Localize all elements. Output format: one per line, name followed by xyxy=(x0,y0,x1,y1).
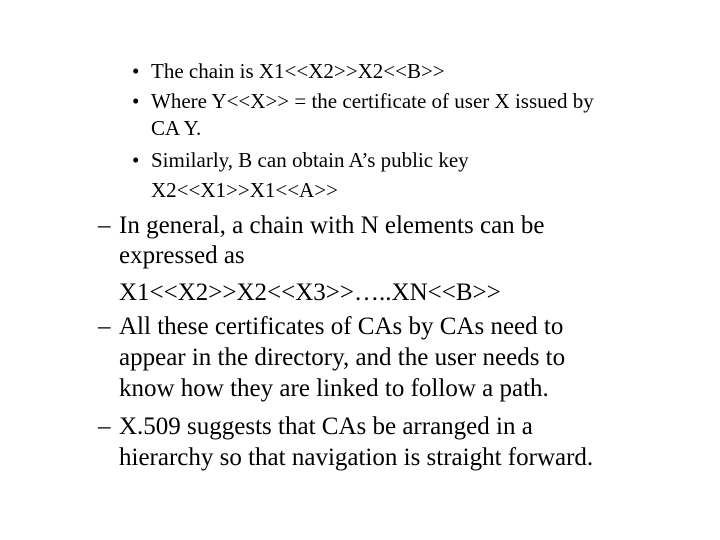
dash-marker: – xyxy=(98,413,111,440)
bullet-marker: • xyxy=(132,59,140,83)
bullet-1-line-2: expressed as xyxy=(119,242,245,269)
sub-bullet-2-line-1: Where Y<<X>> = the certificate of user X issued by xyxy=(151,89,594,113)
bullet-1-line-1: In general, a chain with N elements can be xyxy=(119,212,545,239)
sub-bullet-1-line-1: The chain is X1<<X2>>X2<<B>> xyxy=(151,59,445,83)
bullet-2-line-2: appear in the directory, and the user needs to xyxy=(119,344,566,371)
sub-bullet-3-line-2: X2<<X1>>X1<<A>> xyxy=(151,178,338,202)
bullet-2-line-1: All these certificates of CAs by CAs need to xyxy=(119,313,564,340)
bullet-1-line-3: X1<<X2>>X2<<X3>>…..XN<<B>> xyxy=(119,279,501,306)
sub-bullet-3-line-1: Similarly, B can obtain A’s public key xyxy=(151,148,469,172)
bullet-3-line-1: X.509 suggests that CAs be arranged in a xyxy=(119,413,533,440)
bullet-marker: • xyxy=(132,148,140,172)
bullet-marker: • xyxy=(132,89,140,113)
sub-bullet-2-line-2: CA Y. xyxy=(151,116,202,140)
dash-marker: – xyxy=(98,212,111,239)
dash-marker: – xyxy=(98,313,111,340)
bullet-2-line-3: know how they are linked to follow a path. xyxy=(119,375,549,402)
bullet-3-line-2: hierarchy so that navigation is straight forward. xyxy=(119,444,594,471)
